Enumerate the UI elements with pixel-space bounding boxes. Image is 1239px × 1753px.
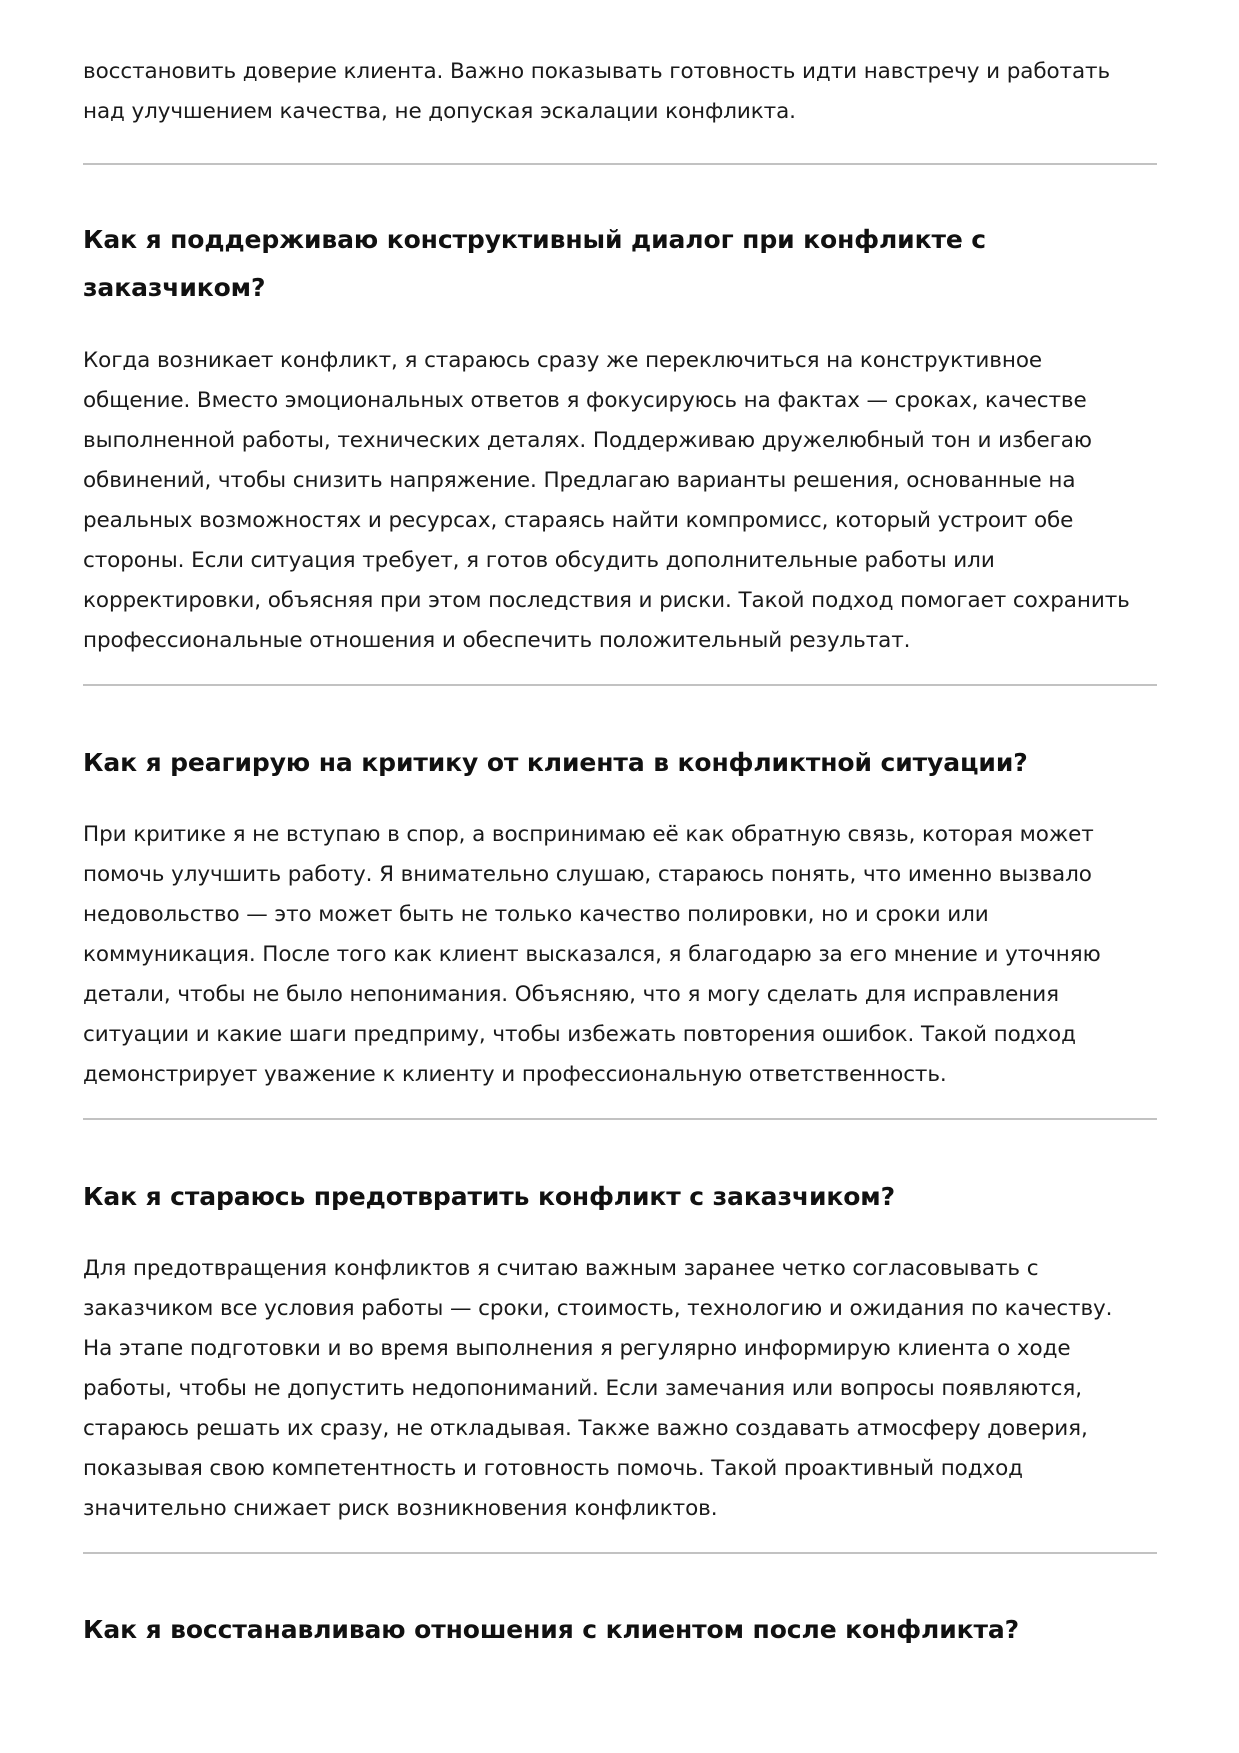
text-line: стороны. Если ситуация требует, я готов обсудить дополнительные работы или [83, 548, 995, 573]
section-heading [83, 216, 1157, 312]
section-divider [83, 163, 1157, 165]
text-line: недовольство — это может быть не только качество полировки, но и сроки или [83, 902, 989, 927]
text-line: показывая свою компетентность и готовность помочь. Такой проактивный подход [83, 1456, 1023, 1481]
section-body [83, 815, 1157, 1095]
heading-line: Как я восстанавливаю отношения с клиентом после конфликта? [83, 1615, 1020, 1644]
text-line: Когда возникает конфликт, я стараюсь сразу же переключиться на конструктивное [83, 348, 1043, 373]
text-line: профессиональные отношения и обеспечить положительный результат. [83, 628, 911, 653]
text-line: демонстрирует уважение к клиенту и профессиональную ответственность. [83, 1062, 947, 1087]
heading-line: Как я поддерживаю конструктивный диалог при конфликте с [83, 225, 987, 254]
section-constructive-dialog [83, 216, 1157, 312]
section-relationship-recovery [83, 1606, 1157, 1654]
section-conflict-prevention [83, 1173, 1157, 1221]
text-line: заказчиком все условия работы — сроки, стоимость, технологию и ожидания по качеству. [83, 1296, 1113, 1321]
section-criticism-response [83, 739, 1157, 787]
text-line: Для предотвращения конфликтов я считаю важным заранее четко согласовывать с [83, 1256, 1039, 1281]
text-line: корректировки, объясняя при этом последствия и риски. Такой подход помогает сохранить [83, 588, 1130, 613]
section-heading [83, 1173, 1157, 1221]
section-divider [83, 1552, 1157, 1554]
heading-line: заказчиком? [83, 273, 266, 302]
section-body [83, 1249, 1157, 1529]
text-line: восстановить доверие клиента. Важно показывать готовность идти навстречу и работать [83, 59, 1111, 84]
text-line: ситуации и какие шаги предприму, чтобы избежать повторения ошибок. Такой подход [83, 1022, 1076, 1047]
text-line: обвинений, чтобы снизить напряжение. Предлагаю варианты решения, основанные на [83, 468, 1076, 493]
text-line: коммуникация. После того как клиент высказался, я благодарю за его мнение и уточняю [83, 942, 1101, 967]
text-line: На этапе подготовки и во время выполнения я регулярно информирую клиента о ходе [83, 1336, 1071, 1361]
text-line: над улучшением качества, не допуская эскалации конфликта. [83, 99, 796, 124]
heading-line: Как я стараюсь предотвратить конфликт с заказчиком? [83, 1182, 896, 1211]
text-line: реальных возможностях и ресурсах, стараясь найти компромисс, который устроит обе [83, 508, 1074, 533]
text-line: детали, чтобы не было непонимания. Объясняю, что я могу сделать для исправления [83, 982, 1059, 1007]
section-heading [83, 739, 1157, 787]
section-body [83, 341, 1157, 661]
text-line: общение. Вместо эмоциональных ответов я фокусируюсь на фактах — сроках, качестве [83, 388, 1087, 413]
text-line: помочь улучшить работу. Я внимательно слушаю, стараюсь понять, что именно вызвало [83, 862, 1092, 887]
heading-line: Как я реагирую на критику от клиента в конфликтной ситуации? [83, 748, 1028, 777]
text-line: выполненной работы, технических деталях. Поддерживаю дружелюбный тон и избегаю [83, 428, 1092, 453]
text-line: работы, чтобы не допустить недопониманий. Если замечания или вопросы появляются, [83, 1376, 1082, 1401]
text-line: При критике я не вступаю в спор, а воспринимаю её как обратную связь, которая может [83, 822, 1094, 847]
section-divider [83, 684, 1157, 686]
text-line: значительно снижает риск возникновения конфликтов. [83, 1496, 718, 1521]
intro-paragraph [83, 52, 1157, 132]
section-heading [83, 1606, 1157, 1654]
text-line: стараюсь решать их сразу, не откладывая. Также важно создавать атмосферу доверия, [83, 1416, 1088, 1441]
section-divider [83, 1118, 1157, 1120]
